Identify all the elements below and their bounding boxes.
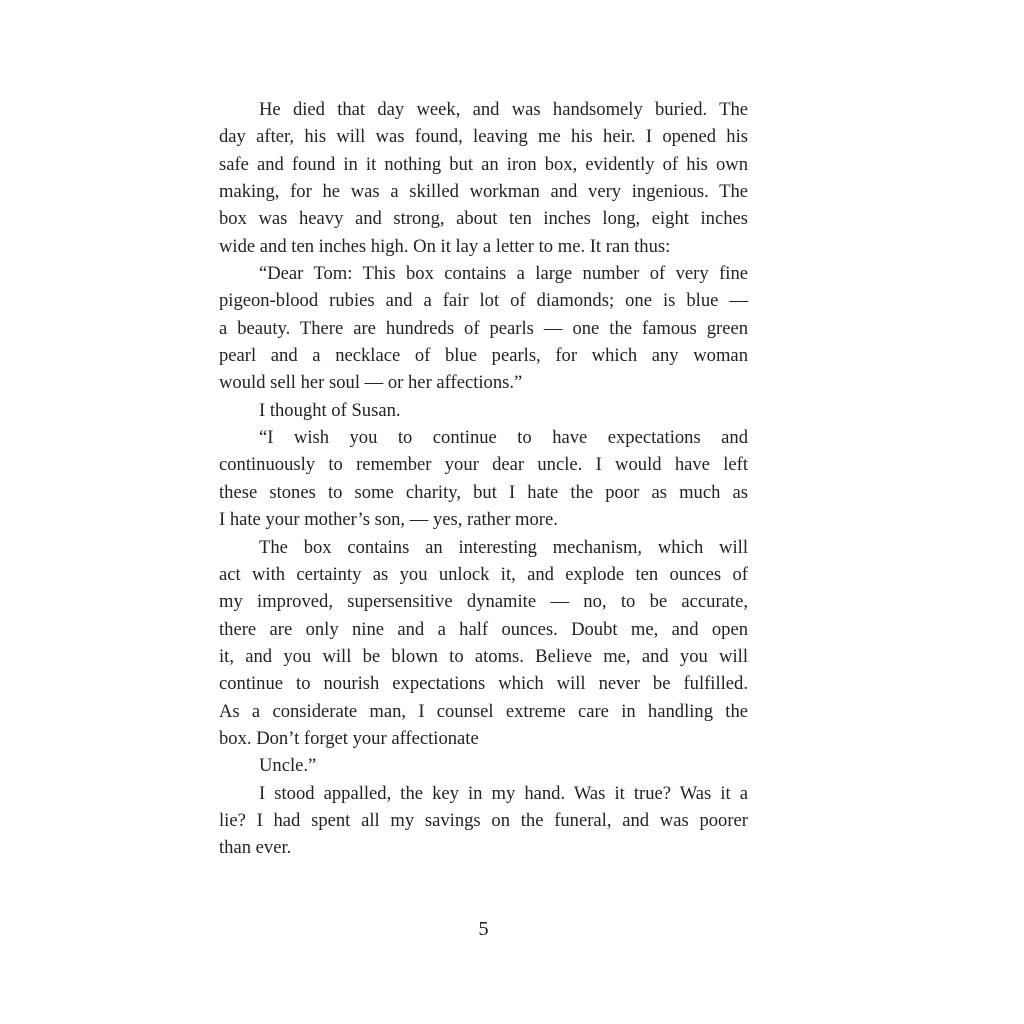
text-line: box. Don’t forget your affectionate (219, 727, 479, 749)
text-line: box was heavy and strong, about ten inches long, eight inches (219, 208, 748, 230)
text-line: safe and found in it nothing but an iron box, evidently of his own (219, 153, 748, 175)
text-line: “Dear Tom: This box contains a large number of very fine (259, 263, 748, 285)
text-line: Uncle.” (259, 755, 317, 777)
text-line: As a considerate man, I counsel extreme care in handling the (219, 700, 748, 722)
text-line: making, for he was a skilled workman and very ingenious. The (219, 181, 748, 203)
paragraph (219, 780, 748, 862)
paragraph (219, 424, 748, 533)
text-line: my improved, supersensitive dynamite — no, to be accurate, (219, 591, 748, 613)
text-line: “I wish you to continue to have expectations and (259, 427, 748, 449)
text-line: these stones to some charity, but I hate the poor as much as (219, 481, 748, 503)
page-text-block (219, 96, 748, 862)
text-line: I thought of Susan. (259, 399, 401, 421)
paragraph (219, 752, 748, 779)
text-line: a beauty. There are hundreds of pearls — one the famous green (219, 317, 748, 339)
text-line: there are only nine and a half ounces. Doubt me, and open (219, 618, 748, 640)
text-line: day after, his will was found, leaving me his heir. I opened his (219, 126, 748, 148)
text-line: continuously to remember your dear uncle. I would have left (219, 454, 748, 476)
text-line: He died that day week, and was handsomely buried. The (259, 99, 748, 120)
text-line: pearl and a necklace of blue pearls, for which any woman (219, 345, 748, 367)
paragraph (219, 534, 748, 753)
text-line: than ever. (219, 837, 292, 859)
text-line: would sell her soul — or her affections.” (219, 372, 523, 394)
paragraph (219, 260, 748, 397)
text-line: lie? I had spent all my savings on the funeral, and was poorer (219, 809, 748, 831)
text-line: The box contains an interesting mechanism, which will (259, 536, 748, 558)
text-line: pigeon-blood rubies and a fair lot of diamonds; one is blue — (219, 290, 748, 312)
page-number: 5 (478, 918, 489, 940)
paragraph (219, 96, 748, 260)
text-line: it, and you will be blown to atoms. Believe me, and you will (219, 645, 748, 667)
text-line: I hate your mother’s son, — yes, rather more. (219, 509, 558, 531)
text-line: I stood appalled, the key in my hand. Was it true? Was it a (259, 782, 748, 804)
text-line: act with certainty as you unlock it, and explode ten ounces of (219, 563, 748, 585)
text-line: continue to nourish expectations which will never be fulfilled. (219, 673, 748, 695)
paragraph (219, 397, 748, 424)
text-line: wide and ten inches high. On it lay a letter to me. It ran thus: (219, 235, 671, 257)
